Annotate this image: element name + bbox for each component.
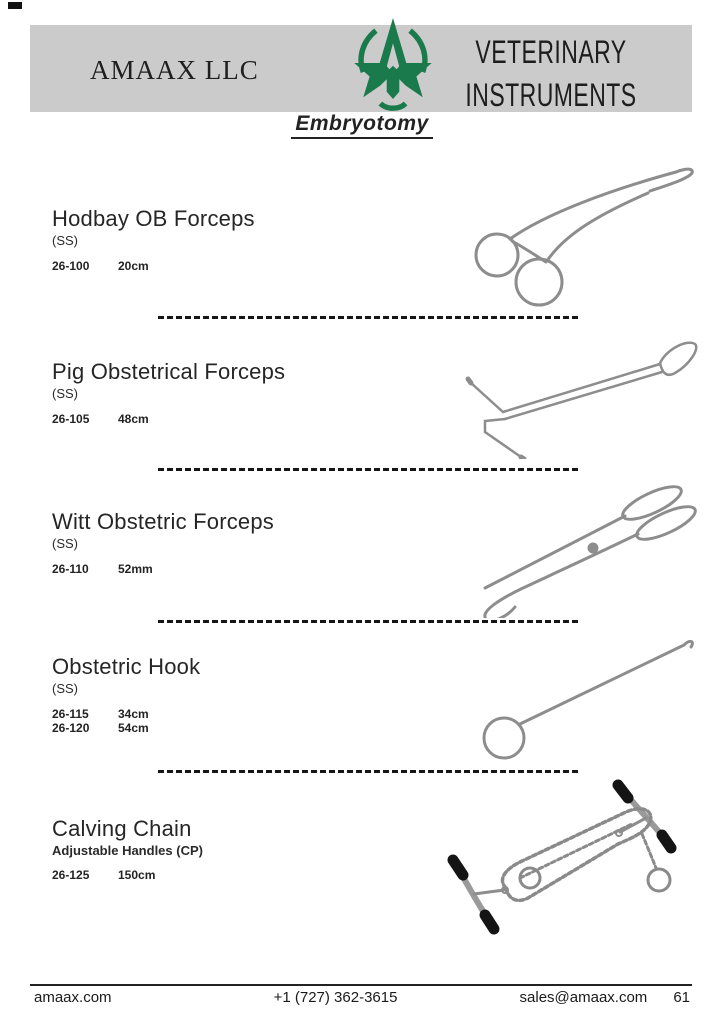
product-code: 26-115	[52, 707, 89, 721]
footer-phone: +1 (727) 362-3615	[273, 989, 398, 1006]
catalog-title-line1: VETERINARY	[475, 34, 627, 71]
footer	[30, 989, 692, 1006]
catalog-title-line2: INSTRUMENTS	[465, 77, 637, 114]
product-size: 34cm	[118, 707, 149, 721]
witt-obstetric-forceps-illustration	[433, 476, 711, 618]
product-size: 20cm	[118, 259, 149, 273]
product-name: Witt Obstetric Forceps	[52, 509, 274, 534]
product-code: 26-105	[52, 412, 90, 426]
product-code: 26-120	[52, 721, 90, 735]
product-material: (SS)	[52, 681, 78, 696]
product-code-row	[52, 562, 153, 576]
product-size: 54cm	[118, 721, 149, 735]
product-code: 26-100	[52, 259, 90, 273]
product-material: Adjustable Handles (CP)	[52, 843, 203, 858]
pig-obstetrical-forceps-illustration	[435, 333, 707, 459]
footer-divider	[30, 984, 692, 986]
product-name: Hodbay OB Forceps	[52, 206, 255, 231]
product-name: Pig Obstetrical Forceps	[52, 359, 286, 384]
product-name: Calving Chain	[52, 816, 192, 841]
footer-website: amaax.com	[34, 989, 112, 1006]
separator-dashed-line	[158, 620, 578, 623]
amaax-logo-icon	[348, 18, 438, 116]
product-code-row	[52, 412, 149, 426]
product-code-row	[52, 259, 149, 273]
hodbay-ob-forceps-illustration	[450, 162, 700, 310]
catalog-title	[445, 32, 657, 118]
product-code-row	[52, 721, 149, 735]
separator-dashed-line	[158, 316, 578, 319]
product-code-row	[52, 868, 155, 882]
company-name: AMAAX LLC	[90, 55, 259, 85]
separator-dashed-line	[158, 468, 578, 471]
product-size: 150cm	[118, 868, 156, 882]
calving-chain-illustration	[428, 772, 720, 948]
product-size: 52mm	[118, 562, 153, 576]
scan-artifact-mark	[8, 2, 22, 9]
product-material: (SS)	[52, 233, 78, 248]
product-material: (SS)	[52, 536, 78, 551]
header-banner	[30, 25, 692, 112]
footer-email: sales@amaax.com	[519, 989, 648, 1006]
obstetric-hook-illustration	[468, 628, 706, 766]
product-code: 26-110	[52, 562, 89, 576]
product-name: Obstetric Hook	[52, 654, 201, 679]
section-heading-text: Embryotomy	[291, 112, 432, 139]
product-code-row	[52, 707, 149, 721]
product-code: 26-125	[52, 868, 90, 882]
product-material: (SS)	[52, 386, 78, 401]
section-heading	[0, 112, 724, 139]
product-size: 48cm	[118, 412, 149, 426]
page-number: 61	[673, 989, 690, 1006]
